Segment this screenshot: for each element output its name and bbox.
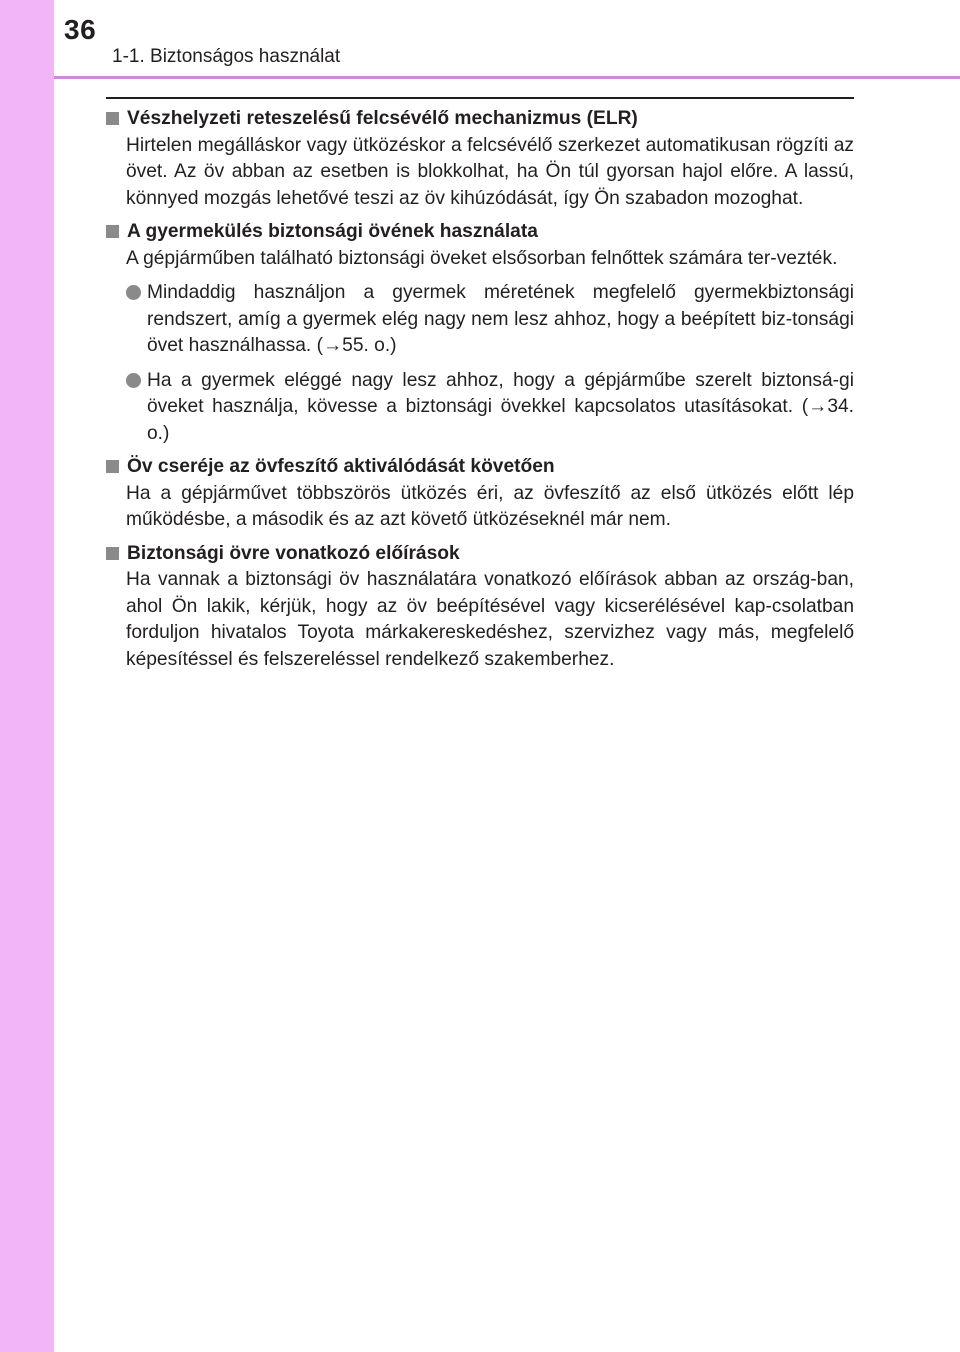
- list-item: [126, 368, 854, 448]
- square-bullet-icon: [106, 547, 119, 560]
- square-bullet-icon: [106, 112, 119, 125]
- section-title: 1-1. Biztonságos használat: [112, 46, 341, 67]
- header-divider: [54, 76, 960, 79]
- list-item: [126, 280, 854, 360]
- section-heading-text: Vészhelyzeti reteszelésű felcsévélő mechanizmus (ELR): [127, 108, 638, 129]
- section-child-seat-belt: [106, 219, 854, 447]
- section-elr: [106, 106, 854, 212]
- section-pretensioner: [106, 454, 854, 534]
- content-top-rule: [106, 97, 854, 99]
- section-heading-text: Öv cseréje az övfeszítő aktiválódását követően: [127, 456, 555, 477]
- section-paragraph: Ha a gépjárművet többszörös ütközés éri, az övfeszítő az első ütközés előtt lép működésbe, a második és az azt követő ütközéseknél már nem.: [126, 482, 854, 530]
- page-header: [54, 0, 960, 80]
- section-paragraph: A gépjárműben található biztonsági öveket elsősorban felnőttek számára ter-vezték.: [126, 247, 838, 269]
- round-bullet-icon: [126, 373, 141, 388]
- page-number: 36: [64, 14, 97, 45]
- square-bullet-icon: [106, 225, 119, 238]
- section-regulations: [106, 541, 854, 674]
- section-heading: [106, 454, 854, 481]
- side-tab-bar: [0, 0, 54, 1352]
- round-bullet-icon: [126, 285, 141, 300]
- list-item-text: Mindaddig használjon a gyermek méretének megfelelő gyermekbiztonsági rendszert, amíg a gyermek elég nagy nem lesz ahhoz, hogy a beépített biz-tonsági övet használhassa. (→55. o.): [147, 282, 854, 356]
- square-bullet-icon: [106, 460, 119, 473]
- section-heading: [106, 219, 854, 246]
- section-heading-text: A gyermekülés biztonsági övének használata: [127, 221, 538, 242]
- page-content: [106, 106, 854, 680]
- section-paragraph: Hirtelen megálláskor vagy ütközéskor a felcsévélő szerkezet automatikusan rögzíti az övet. Az öv abban az esetben is blokkolhat, ha Ön túl gyorsan hajol előre. A lassú, könnyed mozgás lehetővé teszi az öv kihúzódását, így Ön szabadon mozoghat.: [126, 134, 854, 209]
- list-item-text: Ha a gyermek eléggé nagy lesz ahhoz, hogy a gépjárműbe szerelt biztonsá-gi öveket használja, kövesse a biztonsági övekkel kapcsolatos utasításokat. (→34. o.): [147, 369, 854, 444]
- section-heading-text: Biztonsági övre vonatkozó előírások: [127, 542, 460, 564]
- section-paragraph: Ha vannak a biztonsági öv használatára vonatkozó előírások abban az ország-ban, ahol Ön lakik, kérjük, hogy az öv beépítésével vagy kicserélésével kap-csolatban forduljon hivatalos Toyota márkakereskedéshez, szervizhez vagy más, megfelelő képesítéssel és felszereléssel rendelkező szakemberhez.: [126, 569, 854, 670]
- section-heading: [106, 541, 854, 568]
- section-heading: [106, 106, 854, 133]
